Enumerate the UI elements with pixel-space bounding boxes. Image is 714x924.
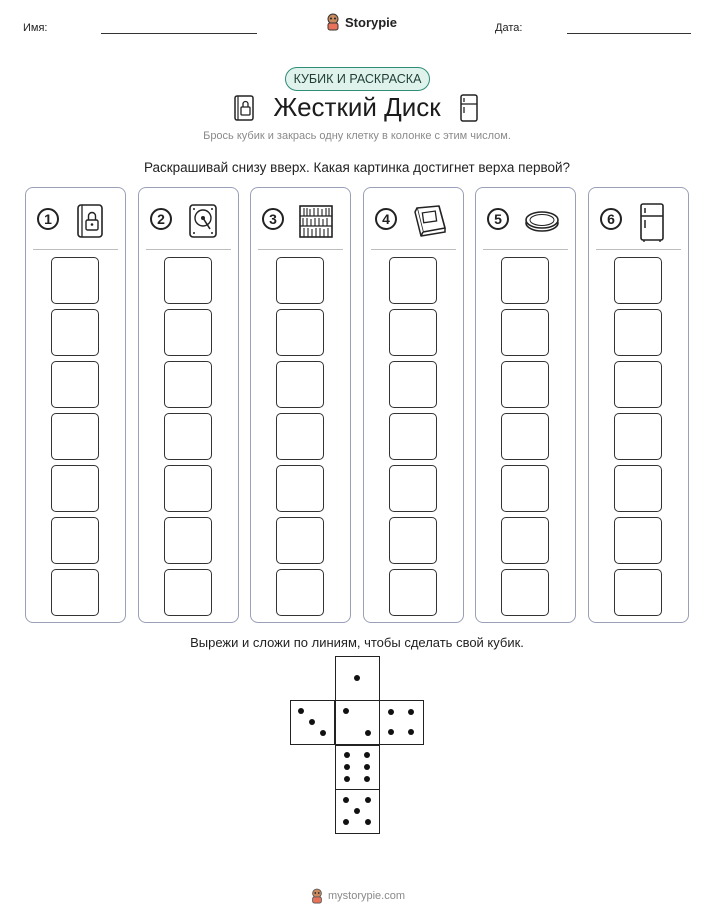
color-cell[interactable] (276, 257, 324, 304)
refrigerator-icon (458, 93, 480, 123)
die-face-1 (335, 656, 380, 701)
column-number: 2 (150, 208, 172, 230)
date-label: Дата: (495, 22, 523, 34)
die-face-4 (379, 700, 424, 745)
column-divider (258, 249, 343, 250)
color-cell[interactable] (51, 413, 99, 460)
color-cell[interactable] (389, 309, 437, 356)
locked-book-icon (73, 202, 107, 240)
column-divider (33, 249, 118, 250)
color-cell[interactable] (276, 517, 324, 564)
date-line[interactable] (567, 33, 691, 34)
color-cell[interactable] (614, 465, 662, 512)
color-cell[interactable] (389, 361, 437, 408)
brand-logo (325, 13, 397, 31)
color-cell[interactable] (501, 413, 549, 460)
column-5 (475, 187, 576, 623)
name-line[interactable] (101, 33, 257, 34)
instruction-text: Раскрашивай снизу вверх. Какая картинка достигнет верха первой? (143, 160, 571, 175)
column-6 (588, 187, 689, 623)
color-cell[interactable] (51, 361, 99, 408)
color-cell[interactable] (501, 309, 549, 356)
column-divider (596, 249, 681, 250)
color-cell[interactable] (389, 517, 437, 564)
cut-instruction: Вырежи и сложи по линиям, чтобы сделать свой кубик. (190, 635, 524, 650)
color-cell[interactable] (51, 257, 99, 304)
color-cell[interactable] (164, 257, 212, 304)
color-cell[interactable] (164, 569, 212, 616)
color-cell[interactable] (501, 569, 549, 616)
name-label: Имя: (23, 22, 48, 34)
coin-icon (523, 202, 561, 240)
mascot-icon (310, 888, 324, 904)
die-face-6 (335, 745, 380, 790)
color-cell[interactable] (164, 361, 212, 408)
mascot-icon (325, 13, 341, 31)
color-cell[interactable] (164, 309, 212, 356)
color-cell[interactable] (501, 517, 549, 564)
color-cell[interactable] (614, 361, 662, 408)
column-divider (146, 249, 231, 250)
color-cell[interactable] (51, 309, 99, 356)
column-divider (483, 249, 568, 250)
column-number: 6 (600, 208, 622, 230)
color-cell[interactable] (276, 413, 324, 460)
color-cell[interactable] (389, 413, 437, 460)
color-cell[interactable] (164, 517, 212, 564)
subtitle: Брось кубик и закрась одну клетку в колонке с этим числом. (203, 130, 511, 142)
column-3 (250, 187, 351, 623)
column-number: 5 (487, 208, 509, 230)
column-number: 3 (262, 208, 284, 230)
color-cell[interactable] (501, 361, 549, 408)
color-cell[interactable] (614, 517, 662, 564)
color-cell[interactable] (51, 517, 99, 564)
color-cell[interactable] (614, 413, 662, 460)
color-cell[interactable] (276, 361, 324, 408)
color-cell[interactable] (389, 257, 437, 304)
color-cell[interactable] (164, 465, 212, 512)
color-cell[interactable] (501, 257, 549, 304)
color-cell[interactable] (614, 257, 662, 304)
column-number: 4 (375, 208, 397, 230)
die-face-3 (290, 700, 335, 745)
book-icon (411, 202, 449, 240)
column-number: 1 (37, 208, 59, 230)
color-cell[interactable] (389, 569, 437, 616)
color-cell[interactable] (51, 465, 99, 512)
column-divider (371, 249, 456, 250)
die-face-5 (335, 789, 380, 834)
footer-url[interactable]: mystorypie.com (328, 890, 406, 902)
color-cell[interactable] (501, 465, 549, 512)
bookshelf-icon (298, 202, 334, 240)
column-2 (138, 187, 239, 623)
column-1 (25, 187, 126, 623)
refrigerator-icon (636, 202, 668, 242)
die-face-2 (335, 700, 380, 745)
footer (310, 888, 405, 904)
activity-badge: КУБИК И РАСКРАСКА (285, 67, 430, 91)
color-cell[interactable] (276, 465, 324, 512)
color-cell[interactable] (276, 309, 324, 356)
color-cell[interactable] (276, 569, 324, 616)
color-cell[interactable] (614, 309, 662, 356)
color-cell[interactable] (614, 569, 662, 616)
brand-name: Storypie (345, 14, 398, 30)
color-cell[interactable] (389, 465, 437, 512)
column-4 (363, 187, 464, 623)
color-cell[interactable] (51, 569, 99, 616)
color-cell[interactable] (164, 413, 212, 460)
hard-drive-icon (186, 202, 220, 240)
page-title: Жесткий Диск (273, 92, 441, 122)
